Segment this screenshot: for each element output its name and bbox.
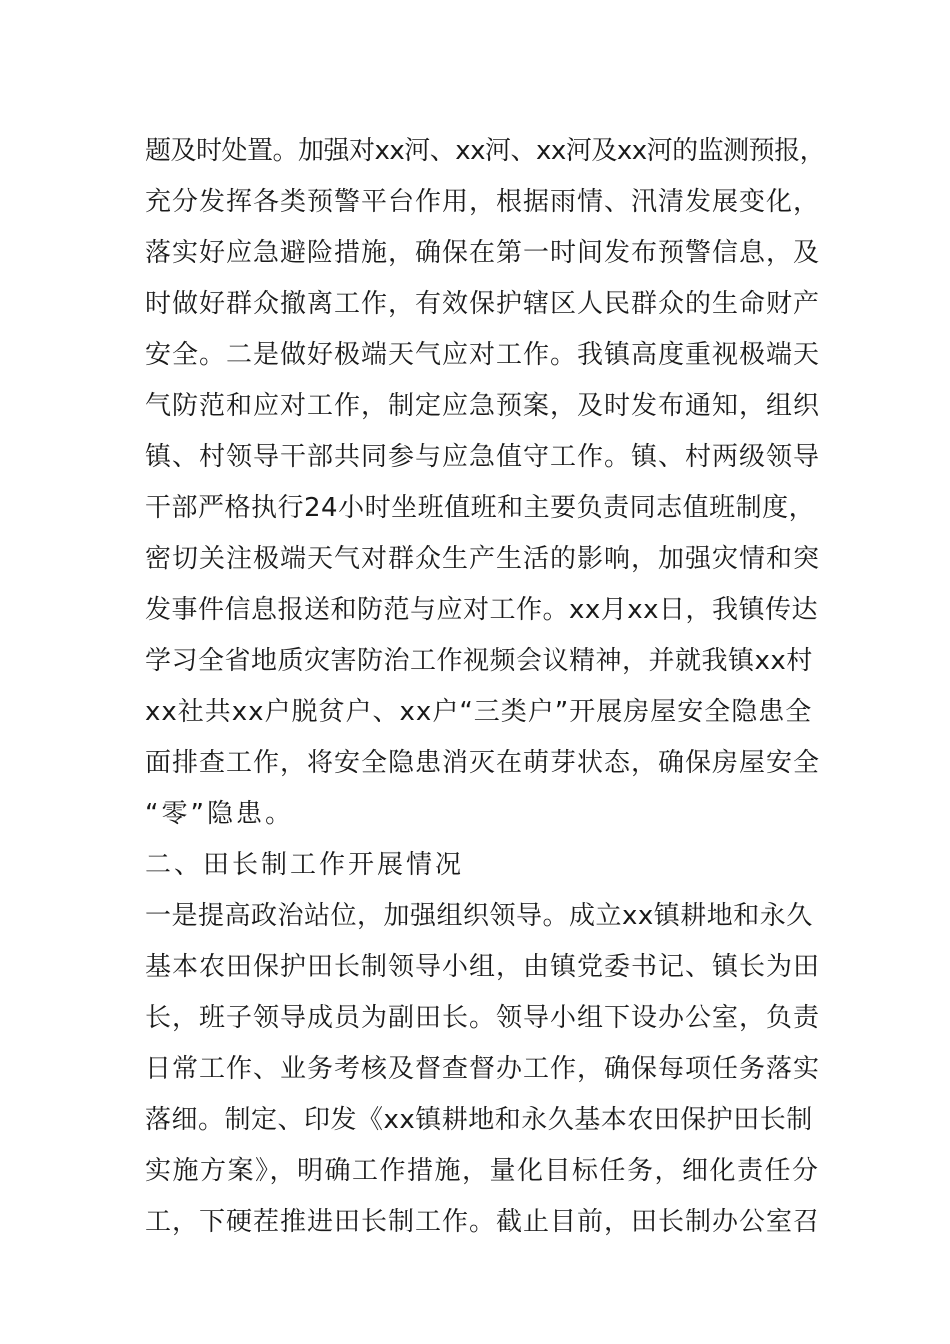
text-line: 基本农田保护田长制领导小组，由镇党委书记、镇长为田: [145, 952, 821, 982]
text-line: 气防范和应对工作，制定应急预案，及时发布通知，组织: [145, 391, 821, 421]
text-line: 一是提高政治站位，加强组织领导。成立xx镇耕地和永久: [145, 901, 813, 931]
text-line: 充分发挥各类预警平台作用，根据雨情、汛清发展变化，: [145, 187, 821, 217]
text-line: “零”隐患。: [145, 799, 294, 829]
text-line: 发事件信息报送和防范与应对工作。xx月xx日，我镇传达: [145, 595, 819, 625]
section-heading: 二、田长制工作开展情况: [145, 850, 465, 880]
text-line: 长，班子领导成员为副田长。领导小组下设办公室，负责: [145, 1003, 821, 1033]
text-line: 密切关注极端天气对群众生产生活的影响，加强灾情和突: [145, 544, 821, 574]
text-line: 安全。二是做好极端天气应对工作。我镇高度重视极端天: [145, 340, 821, 370]
text-line: xx社共xx户脱贫户、xx户“三类户”开展房屋安全隐患全: [145, 697, 813, 727]
text-line: 落实好应急避险措施，确保在第一时间发布预警信息，及: [145, 238, 821, 268]
text-line: 工，下硬茬推进田长制工作。截止目前，田长制办公室召: [145, 1207, 821, 1237]
text-line: 镇、村领导干部共同参与应急值守工作。镇、村两级领导: [145, 442, 821, 472]
text-line: 落细。制定、印发《xx镇耕地和永久基本农田保护田长制: [145, 1105, 813, 1135]
text-line: 学习全省地质灾害防治工作视频会议精神，并就我镇xx村: [145, 646, 813, 676]
text-line: 题及时处置。加强对xx河、xx河、xx河及xx河的监测预报，: [145, 136, 826, 166]
text-line: 日常工作、业务考核及督查督办工作，确保每项任务落实: [145, 1054, 821, 1084]
text-line: 面排查工作，将安全隐患消灭在萌芽状态，确保房屋安全: [145, 748, 821, 778]
text-line: 干部严格执行24小时坐班值班和主要负责同志值班制度，: [145, 493, 816, 523]
text-line: 实施方案》，明确工作措施，量化目标任务，细化责任分: [145, 1156, 820, 1186]
body-text: [145, 126, 825, 1248]
text-line: 时做好群众撤离工作，有效保护辖区人民群众的生命财产: [145, 289, 821, 319]
